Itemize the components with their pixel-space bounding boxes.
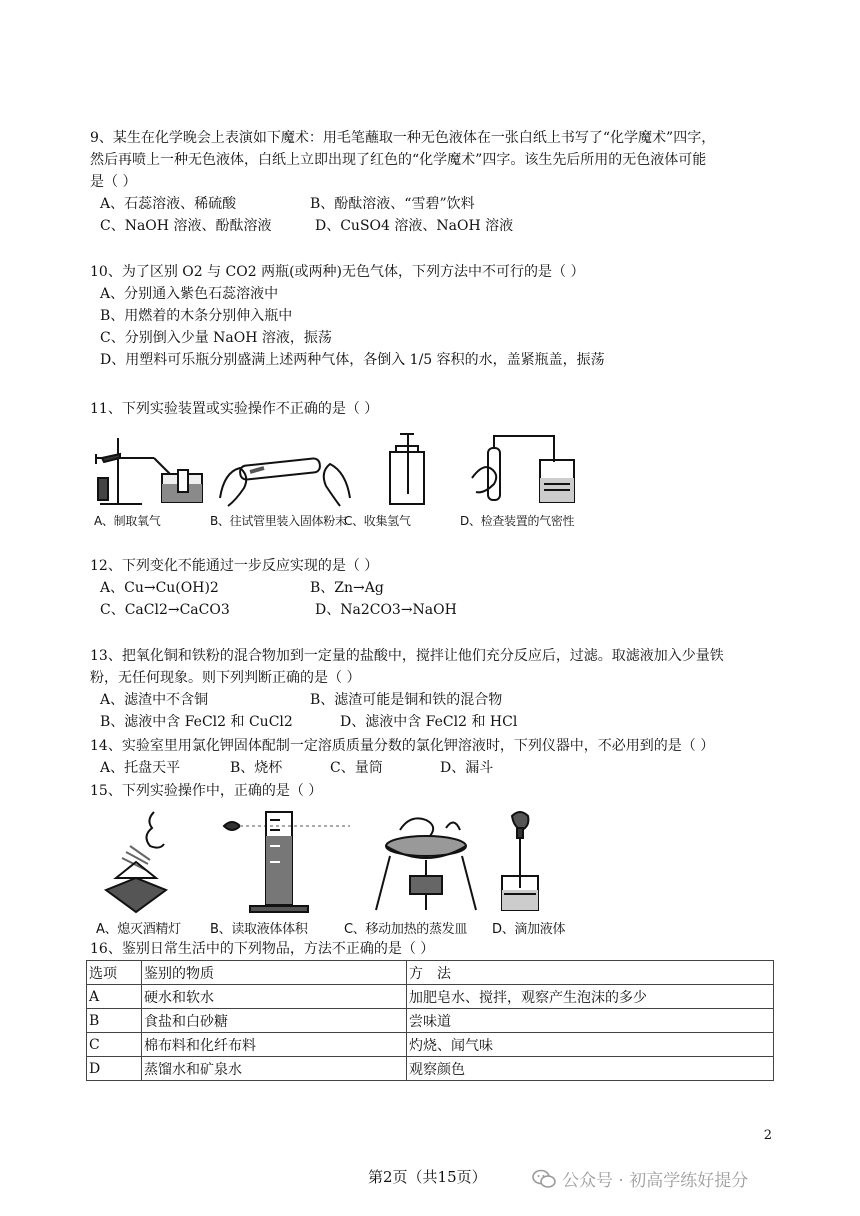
q15-caption-b: B、读取液体体积	[210, 922, 308, 937]
airtightness-check-icon	[460, 428, 620, 508]
question-10	[90, 261, 780, 371]
q10-option-a: A、分别通入紫色石蕊溶液中	[100, 286, 279, 302]
dropper-icon	[500, 806, 640, 918]
table-cell: 加肥皂水、搅拌，观察产生泡沫的多少	[407, 985, 774, 1009]
evaporating-dish-icon	[350, 806, 500, 918]
table-cell: 尝味道	[407, 1009, 774, 1033]
q9-option-d: D、CuSO4 溶液、NaOH 溶液	[315, 218, 514, 234]
q12-stem: 12、下列变化不能通过一步反应实现的是（ ）	[90, 558, 379, 574]
q16-table	[86, 960, 774, 1081]
q10-option-c: C、分别倒入少量 NaOH 溶液，振荡	[100, 330, 332, 346]
q15-figure-a	[90, 806, 210, 940]
table-header-option: 选项	[87, 961, 142, 985]
q11-caption-c: C、收集氢气	[344, 514, 411, 528]
table-header-row	[87, 961, 774, 985]
question-12	[90, 555, 780, 621]
q13-option-c: B、滤液中含 FeCl2 和 CuCl2	[100, 714, 293, 730]
q15-figure-b	[210, 806, 350, 940]
q10-option-d: D、用塑料可乐瓶分别盛满上述两种气体，各倒入 1/5 容积的水，盖紧瓶盖，振荡	[100, 352, 605, 368]
table-row	[87, 985, 774, 1009]
table-cell: 观察颜色	[407, 1057, 774, 1081]
table-cell: B	[87, 1009, 142, 1033]
question-13	[90, 645, 780, 733]
table-cell: 棉布料和化纤布料	[142, 1033, 407, 1057]
q9-stem-line1: 9、某生在化学晚会上表演如下魔术：用毛笔蘸取一种无色液体在一张白纸上书写了“化学魔术”四字，	[90, 130, 716, 146]
q13-stem-line1: 13、把氧化铜和铁粉的混合物加到一定量的盐酸中，搅拌让他们充分反应后，过滤。取滤液加入少量铁	[90, 648, 724, 664]
q15-figure-c	[344, 806, 500, 940]
q10-option-b: B、用燃着的木条分别伸入瓶中	[100, 308, 293, 324]
q10-stem: 10、为了区别 O2 与 CO2 两瓶(或两种)无色气体，下列方法中不可行的是（ ）	[90, 264, 585, 280]
q9-option-a: A、石蕊溶液、稀硫酸	[100, 196, 237, 212]
q14-option-c: C、量筒	[330, 760, 383, 776]
q15-figure-d	[492, 806, 640, 940]
q15-caption-d: D、滴加液体	[492, 922, 566, 937]
table-cell: D	[87, 1057, 142, 1081]
q9-option-c: C、NaOH 溶液、酚酞溶液	[100, 218, 272, 234]
table-header-method: 方 法	[407, 961, 774, 985]
q11-figure-a	[90, 428, 210, 532]
q13-option-b: B、滤渣可能是铜和铁的混合物	[310, 692, 503, 708]
q11-caption-d: D、检查装置的气密性	[460, 514, 575, 528]
q11-caption-a: A、制取氧气	[94, 514, 161, 528]
table-cell: C	[87, 1033, 142, 1057]
q11-stem: 11、下列实验装置或实验操作不正确的是（ ）	[90, 401, 379, 417]
table-cell: 灼烧、闻气味	[407, 1033, 774, 1057]
table-row	[87, 1009, 774, 1033]
oxygen-apparatus-icon	[90, 428, 210, 508]
table-cell: A	[87, 985, 142, 1009]
q11-figure-c	[344, 428, 460, 532]
table-row	[87, 1033, 774, 1057]
q14-option-a: A、托盘天平	[100, 760, 181, 776]
table-cell: 食盐和白砂糖	[142, 1009, 407, 1033]
table-row	[87, 1057, 774, 1081]
page-number: 2	[763, 1128, 772, 1143]
q14-option-b: B、烧杯	[230, 760, 283, 776]
graduated-cylinder-icon	[210, 806, 350, 918]
tube-loading-icon	[210, 428, 360, 508]
q12-option-b: B、Zn→Ag	[310, 580, 384, 596]
q14-stem: 14、实验室里用氯化钾固体配制一定溶质质量分数的氯化钾溶液时，下列仪器中，不必用到的是（ ）	[90, 738, 715, 754]
watermark-text: 公众号 · 初高学练好提分	[562, 1171, 749, 1191]
question-15	[90, 780, 780, 802]
q11-figure-row	[90, 428, 620, 532]
wechat-icon	[532, 1169, 556, 1189]
alcohol-lamp-icon	[90, 806, 210, 918]
q15-caption-c: C、移动加热的蒸发皿	[344, 922, 468, 937]
q15-figure-row	[90, 806, 640, 940]
q15-caption-a: A、熄灭酒精灯	[96, 922, 181, 937]
q13-option-d: D、滤液中含 FeCl2 和 HCl	[340, 714, 518, 730]
q12-option-a: A、Cu→Cu(OH)2	[100, 580, 219, 596]
q12-option-d: D、Na2CO3→NaOH	[315, 602, 457, 618]
gas-jar-icon	[360, 428, 460, 508]
q13-stem-line2: 粉，无任何现象。则下列判断正确的是（ ）	[90, 670, 361, 686]
q11-caption-b: B、往试管里装入固体粉末	[210, 514, 347, 528]
q11-figure-d	[460, 428, 620, 532]
q9-option-b: B、酚酞溶液、“雪碧”饮料	[310, 196, 475, 212]
q16-stem: 16、鉴别日常生活中的下列物品，方法不正确的是（ ）	[90, 941, 435, 957]
question-11	[90, 398, 780, 420]
q14-option-d: D、漏斗	[440, 760, 494, 776]
q15-stem: 15、下列实验操作中，正确的是（ ）	[90, 783, 323, 799]
question-14	[90, 735, 780, 779]
question-16	[90, 938, 780, 960]
question-9	[90, 127, 780, 237]
q9-stem-line2: 然后再喷上一种无色液体，白纸上立即出现了红色的“化学魔术”四字。该生先后所用的无色液体可能	[90, 152, 707, 168]
q11-figure-b	[210, 428, 360, 532]
watermark	[532, 1166, 748, 1191]
page-footer: 第2页（共15页）	[368, 1168, 487, 1186]
q9-stem-line3: 是（ ）	[90, 174, 137, 190]
table-header-substance: 鉴别的物质	[142, 961, 407, 985]
q13-option-a: A、滤渣中不含铜	[100, 692, 209, 708]
table-cell: 硬水和软水	[142, 985, 407, 1009]
q12-option-c: C、CaCl2→CaCO3	[100, 602, 230, 618]
table-cell: 蒸馏水和矿泉水	[142, 1057, 407, 1081]
